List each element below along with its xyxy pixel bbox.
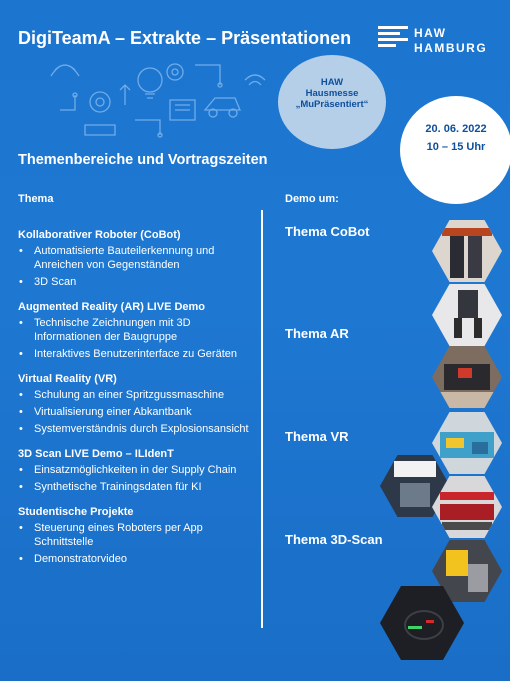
poster-title: DigiTeamA – Extrakte – Präsentationen bbox=[18, 28, 352, 48]
column-divider bbox=[261, 210, 263, 628]
topic-heading: Augmented Reality (AR) LIVE Demo bbox=[18, 301, 206, 313]
topic-item: • Schulung an einer Spritzgussmaschine bbox=[18, 388, 254, 402]
cobot-photo bbox=[432, 220, 502, 282]
event-line2: Hausmesse bbox=[305, 88, 359, 99]
topic-item: • Systemverständnis durch Explosionsansicht bbox=[18, 422, 254, 436]
column-heading-thema: Thema bbox=[18, 193, 54, 205]
topic-item: • Virtualisierung einer Abkantbank bbox=[18, 405, 254, 419]
logo-text-line2: HAMBURG bbox=[414, 41, 488, 55]
topic-item: • Demonstratorvideo bbox=[18, 552, 254, 566]
logo-text-line1: HAW bbox=[414, 26, 447, 40]
topic-item: • Interaktives Benutzerinterface zu Geräten bbox=[18, 347, 254, 361]
ar-photo bbox=[432, 346, 502, 408]
date-bubble bbox=[400, 96, 510, 204]
topic-heading: Kollaborativer Roboter (CoBot) bbox=[18, 229, 181, 241]
event-time: 10 – 15 Uhr bbox=[426, 141, 486, 153]
event-line1: HAW bbox=[320, 77, 344, 88]
topic-section bbox=[18, 228, 254, 289]
topic-heading: Virtual Reality (VR) bbox=[18, 373, 117, 385]
gripper-photo bbox=[432, 284, 502, 346]
topic-item: • 3D Scan bbox=[18, 275, 254, 289]
topic-heading: Studentische Projekte bbox=[18, 506, 134, 518]
section-subtitle: Themenbereiche und Vortragszeiten bbox=[18, 152, 268, 168]
event-line3: „MuPräsentiert“ bbox=[295, 99, 369, 110]
topic-section bbox=[18, 447, 254, 494]
topic-item: • Synthetische Trainingsdaten für KI bbox=[18, 480, 254, 494]
demo-label-vr: Thema VR bbox=[285, 429, 349, 444]
tech-doodle-icon bbox=[45, 50, 270, 142]
topic-item: • Steuerung eines Roboters per App Schnittstelle bbox=[18, 521, 254, 549]
topic-item: • Einsatzmöglichkeiten in der Supply Chain bbox=[18, 463, 254, 477]
logo-text bbox=[414, 26, 487, 56]
vr-photo bbox=[432, 412, 502, 474]
haw-hamburg-logo bbox=[378, 26, 488, 56]
topic-section bbox=[18, 372, 254, 436]
topic-section bbox=[18, 300, 254, 361]
topic-item: • Technische Zeichnungen mit 3D Informationen der Baugruppe bbox=[18, 316, 254, 344]
topic-heading: 3D Scan LIVE Demo – ILIdenT bbox=[18, 448, 174, 460]
demo-label-3d-scan: Thema 3D-Scan bbox=[285, 532, 383, 547]
demo-label-cobot: Thema CoBot bbox=[285, 224, 370, 239]
event-bubble bbox=[278, 55, 386, 149]
logo-mark-icon bbox=[378, 26, 408, 54]
topic-section bbox=[18, 505, 254, 566]
column-heading-demo: Demo um: bbox=[285, 193, 339, 205]
demo-label-ar: Thema AR bbox=[285, 326, 349, 341]
topic-list bbox=[18, 228, 254, 577]
topic-item: • Automatisierte Bauteilerkennung und Anreichen von Gegenständen bbox=[18, 244, 254, 272]
event-date: 20. 06. 2022 bbox=[425, 123, 487, 135]
